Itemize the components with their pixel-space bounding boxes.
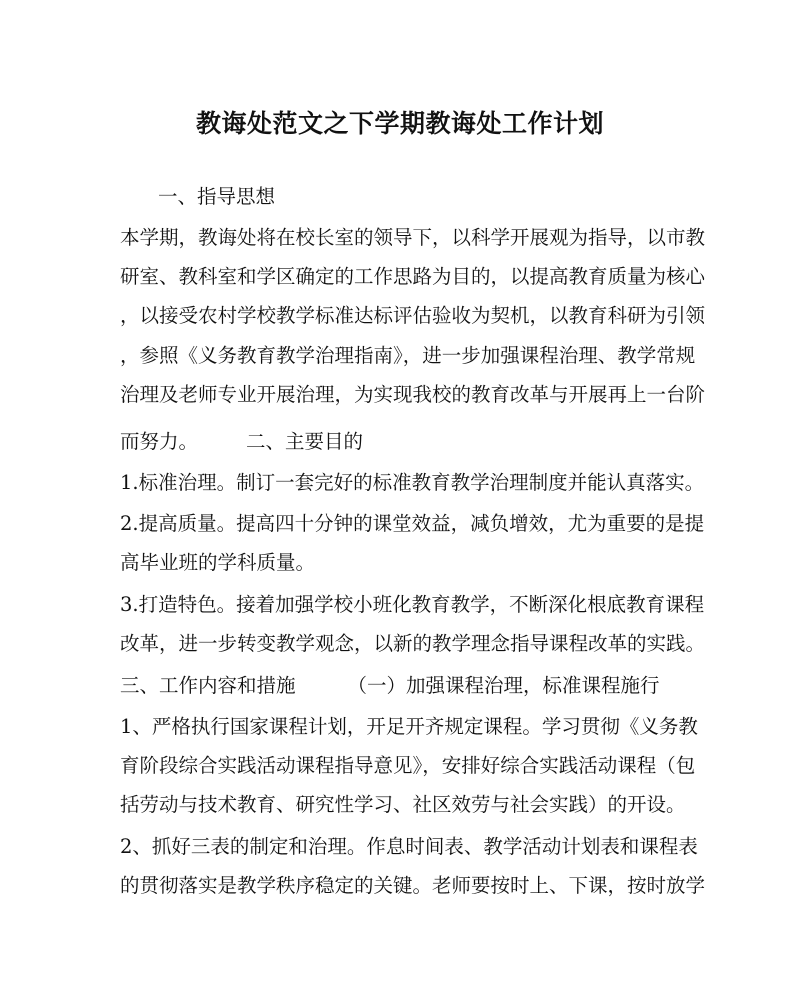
goal-item-3-line-1: 3.打造特色。接着加强学校小班化教育教学，不断深化根底教育课程 (120, 593, 705, 616)
paragraph-line: ，参照《义务教育教学治理指南》，进一步加强课程治理、教学常规 (120, 344, 696, 367)
paragraph-line-mixed (120, 673, 680, 699)
measure-2-line-1: 2、抓好三表的制定和治理。作息时间表、教学活动计划表和课程表 (120, 835, 698, 858)
section-heading-work-content: 三、工作内容和措施 (120, 674, 296, 697)
paragraph-line: 本学期，教诲处将在校长室的领导下，以科学开展观为指导，以市教 (120, 226, 706, 249)
section-heading-guiding-ideology: 一、指导思想 (158, 185, 276, 208)
goal-item-2-line-2: 高毕业班的学科质量。 (120, 551, 316, 574)
goal-item-1: 1.标准治理。制订一套完好的标准教育教学治理制度并能认真落实。 (120, 471, 705, 494)
paragraph-line: 治理及老师专业开展治理，为实现我校的教育改革与开展再上一台阶 (120, 383, 706, 406)
subsection-heading-curriculum: （一）加强课程治理，标准课程施行 (347, 674, 660, 697)
paragraph-line: 研室、教科室和学区确定的工作思路为目的，以提高教育质量为核心 (120, 265, 706, 288)
measure-1-line-1: 1、严格执行国家课程计划，开足开齐规定课程。学习贯彻《义务教 (120, 715, 698, 738)
section-heading-main-goals: 二、主要目的 (246, 430, 364, 453)
paragraph-line-mixed (120, 429, 680, 455)
paragraph-end-text: 而努力。 (120, 430, 199, 453)
paragraph-line: ，以接受农村学校教学标准达标评估验收为契机，以教育科研为引领 (120, 304, 706, 327)
measure-1-line-3: 括劳动与技术教育、研究性学习、社区效劳与社会实践）的开设。 (120, 793, 686, 816)
goal-item-3-line-2: 改革，进一步转变教学观念，以新的教学理念指导课程改革的实践。 (120, 632, 706, 655)
measure-1-line-2: 育阶段综合实践活动课程指导意见》，安排好综合实践活动课程（包 (120, 754, 696, 777)
measure-2-line-2: 的贯彻落实是教学秩序稳定的关键。老师要按时上、下课，按时放学 (120, 874, 706, 897)
goal-item-2-line-1: 2.提高质量。提高四十分钟的课堂效益，减负增效，尤为重要的是提 (120, 512, 705, 535)
document-title: 教诲处范文之下学期教诲处工作计划 (195, 109, 604, 138)
